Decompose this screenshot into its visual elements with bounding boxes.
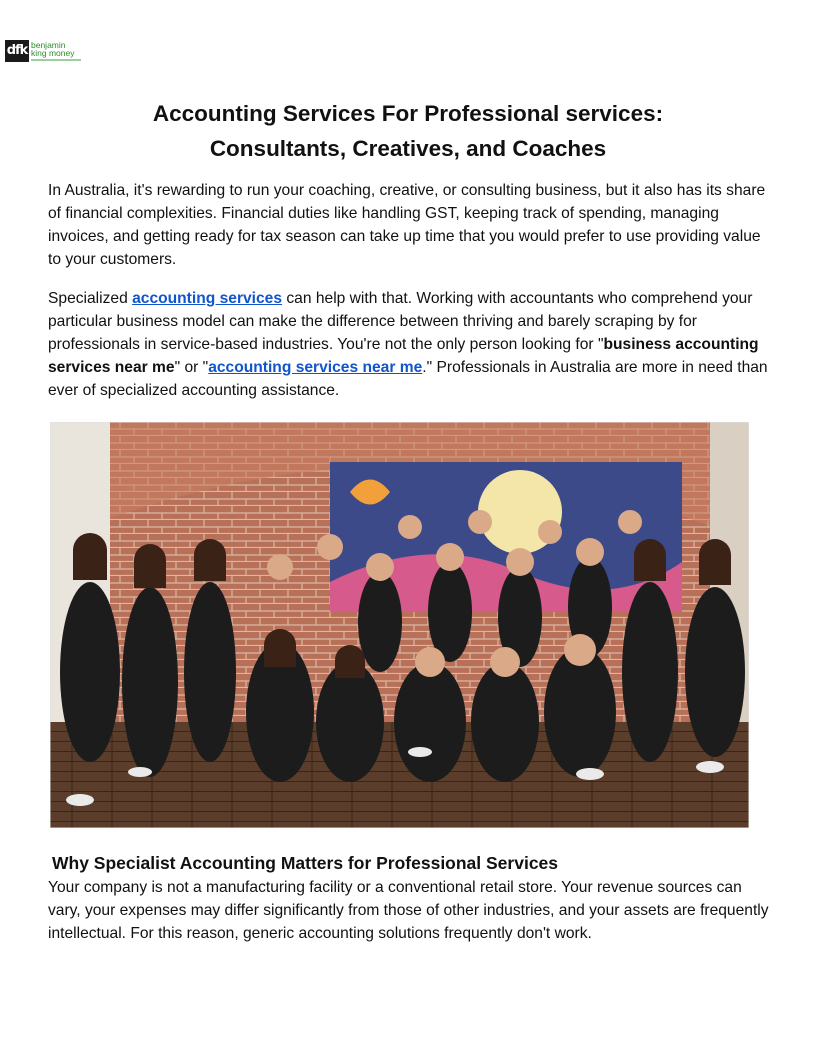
page-title-line-2: Consultants, Creatives, and Coaches [209, 136, 607, 161]
logo-mark: dfk [5, 40, 29, 62]
accounting-services-near-me-link[interactable]: accounting services near me [208, 359, 423, 376]
services-paragraph [48, 287, 772, 402]
logo-wordmark [31, 41, 81, 61]
page-title-line-1: Accounting Services For Professional services: [152, 101, 664, 126]
team-group-photo-icon [50, 422, 749, 828]
accounting-services-link[interactable]: accounting services [132, 290, 283, 307]
para2-text-2: can help with that. Working with accountants who comprehend your particular business model can make the difference between thriving and barely scraping by for professionals in service-based industries. You're not the only person looking for " [48, 290, 753, 353]
section-body-paragraph: Your company is not a manufacturing facility or a conventional retail store. Your revenue sources can vary, your expenses may differ significantly from those of other industries, and your assets are frequently intellectual. For this reason, generic accounting solutions frequently don't work. [48, 879, 769, 942]
para2-text-4: ." Professionals in Australia are more in need than ever of specialized accounting assistance. [48, 359, 768, 399]
para2-text-1: Specialized [48, 290, 133, 307]
section-heading: Why Specialist Accounting Matters for Professional Services [52, 853, 559, 873]
logo-line-1: benjamin [31, 40, 66, 50]
intro-paragraph: In Australia, it's rewarding to run your coaching, creative, or consulting business, but it also has its share of financial complexities. Financial duties like handling GST, keeping track of spending, managing invoices, and getting ready for tax season can take up time that you would prefer to use providing value to your customers. [48, 182, 766, 268]
company-logo [5, 40, 81, 62]
para2-text-3: " or " [174, 359, 209, 376]
team-photo [50, 422, 749, 828]
bold-search-phrase: business accounting services near me [48, 336, 759, 376]
page-title [48, 96, 768, 166]
logo-line-2: king money [31, 48, 75, 58]
logo-tagline-bar [31, 59, 81, 61]
